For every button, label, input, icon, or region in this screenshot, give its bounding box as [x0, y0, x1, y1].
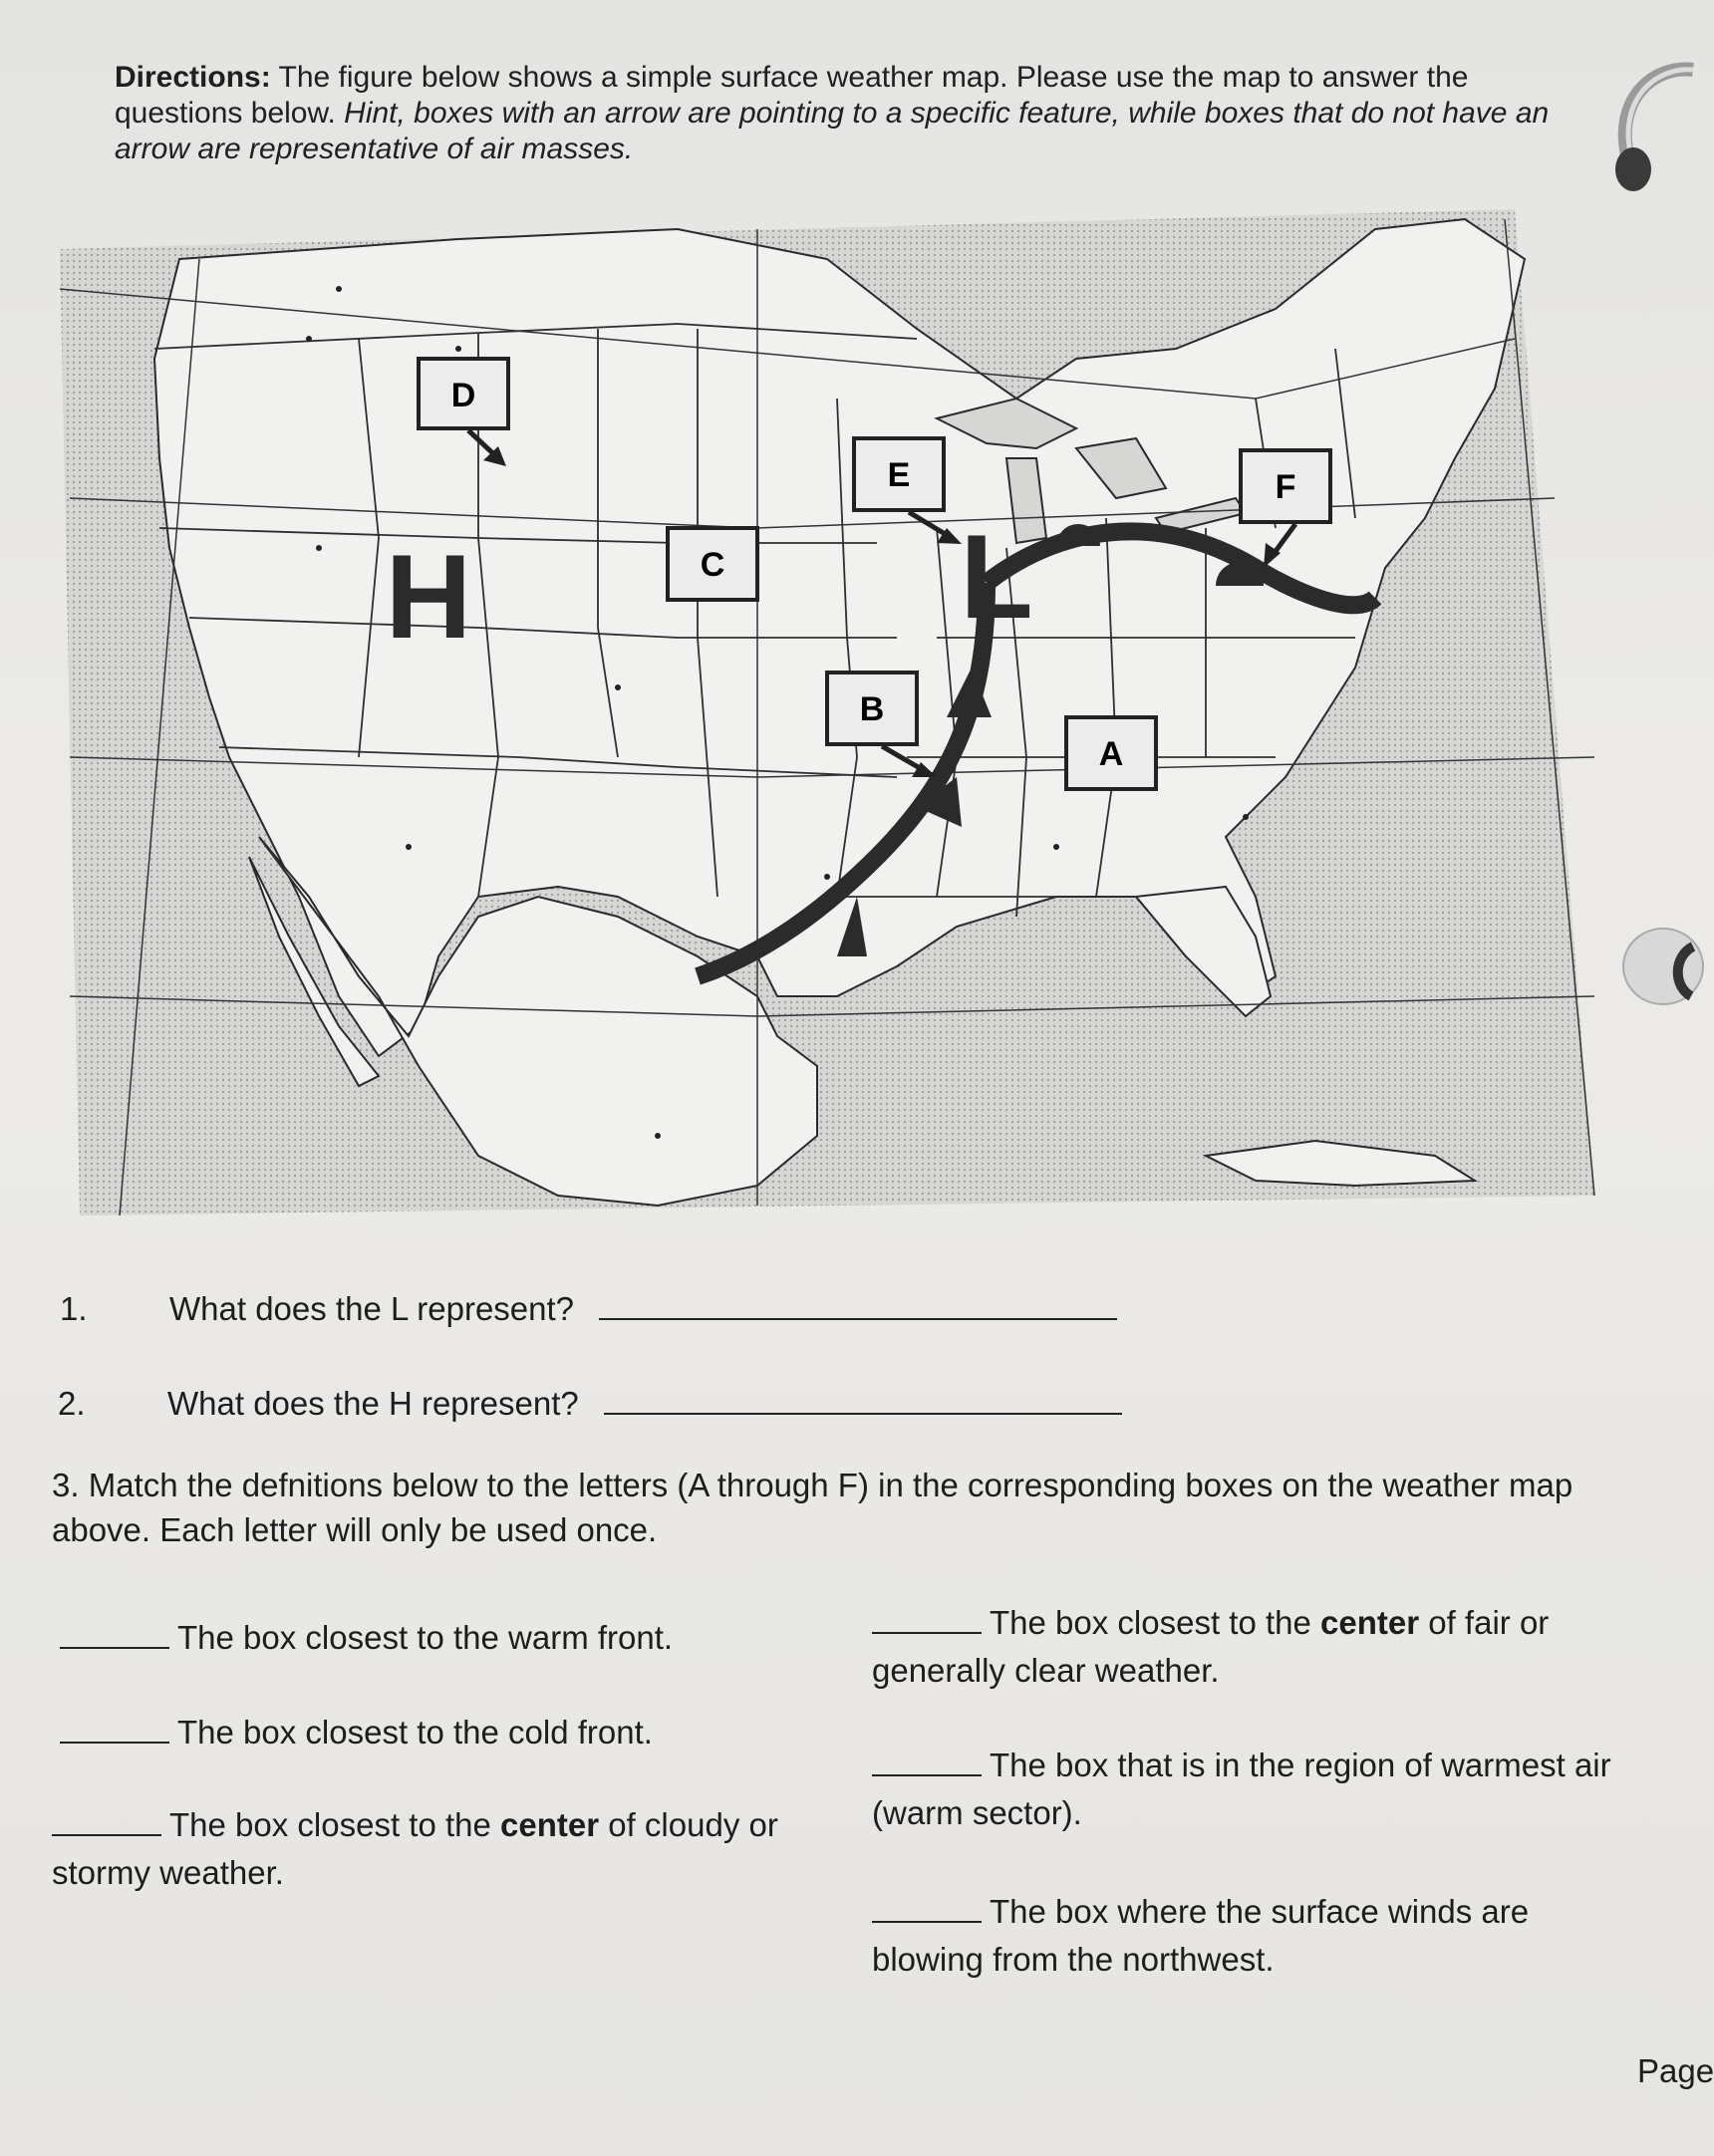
page-number-label: Page: [1637, 2052, 1714, 2089]
match-left-3-bold: center: [500, 1806, 600, 1843]
match-right-3-text: The box where the surface winds are blowing from the northwest.: [872, 1893, 1530, 1978]
question-2-text: What does the H represent?: [167, 1385, 579, 1422]
box-d-label: D: [450, 377, 476, 414]
match-right-3-blank[interactable]: [872, 1921, 982, 1923]
match-left-1-text: The box closest to the warm front.: [177, 1619, 674, 1656]
directions-text: [115, 60, 1570, 167]
question-1-answer-blank[interactable]: [599, 1318, 1117, 1320]
match-right-1-text-a: The box closest to the: [990, 1604, 1321, 1641]
binder-hole-icon: [1603, 917, 1693, 1026]
low-pressure-symbol: L: [960, 510, 1033, 644]
question-1-text: What does the L represent?: [169, 1290, 575, 1327]
box-c-label: C: [700, 546, 725, 584]
match-left-3-text-a: The box closest to the: [169, 1806, 501, 1843]
match-right-1-blank[interactable]: [872, 1632, 982, 1634]
question-3-text: Match the defnitions below to the letters (A through F) in the corresponding boxes on the weather map above. Each letter will only be used once.: [52, 1467, 1573, 1548]
question-1-number: 1.: [60, 1290, 88, 1327]
question-3: [52, 1463, 1666, 1552]
match-left-2: [60, 1709, 817, 1756]
match-right-1-bold: center: [1320, 1604, 1420, 1641]
match-left-3: [52, 1801, 849, 1897]
binder-ring-icon: [1544, 30, 1693, 199]
box-f-label: F: [1275, 468, 1296, 506]
question-2-number: 2.: [58, 1385, 86, 1422]
match-right-3: [872, 1888, 1649, 1984]
match-left-2-text: The box closest to the cold front.: [177, 1714, 653, 1751]
box-b-label: B: [859, 690, 885, 728]
match-right-2: [872, 1742, 1669, 1837]
match-right-1-text-b: of fair or generally clear weather.: [872, 1604, 1550, 1689]
weather-map: [60, 199, 1604, 1215]
match-left-1-blank[interactable]: [60, 1647, 169, 1649]
directions-body: The figure below shows a simple surface weather map. Please use the map to answer the questions below.: [115, 61, 1469, 130]
match-left-3-blank[interactable]: [52, 1834, 161, 1836]
box-a-label: A: [1098, 735, 1124, 773]
question-1: [60, 1290, 1117, 1328]
match-left-1: [60, 1614, 817, 1662]
question-2: [58, 1385, 1122, 1423]
match-right-1: [872, 1599, 1649, 1695]
match-right-2-text: The box that is in the region of warmest air (warm sector).: [872, 1747, 1611, 1831]
weather-map-svg: [60, 199, 1604, 1215]
box-e-label: E: [887, 456, 911, 494]
box-a: [1066, 717, 1156, 789]
directions-lead: Directions:: [115, 61, 271, 94]
directions-hint: Hint, boxes with an arrow are pointing to a specific feature, while boxes that do not have an arrow are representative of air masses.: [115, 97, 1550, 165]
match-left-2-blank[interactable]: [60, 1742, 169, 1744]
question-3-number: 3.: [52, 1467, 80, 1503]
high-pressure-symbol: H: [385, 530, 472, 664]
match-right-2-blank[interactable]: [872, 1774, 982, 1776]
question-2-answer-blank[interactable]: [604, 1413, 1122, 1415]
match-left-3-text-b: of cloudy or stormy weather.: [52, 1806, 778, 1891]
box-c: [668, 528, 757, 600]
